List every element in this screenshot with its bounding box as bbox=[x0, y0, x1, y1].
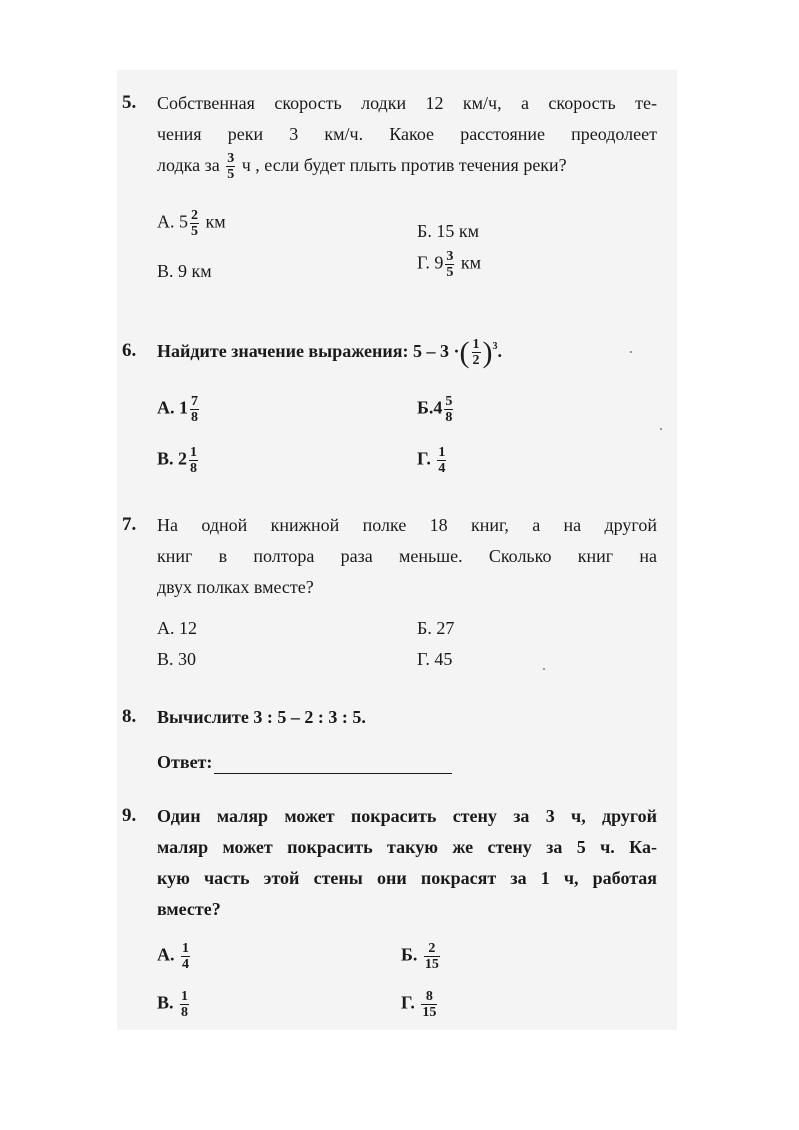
worksheet-page bbox=[117, 70, 677, 1030]
question-line: двух полках вместе? bbox=[157, 577, 314, 597]
option-b: Б. 15 км bbox=[417, 221, 479, 241]
option-a: А. $\frac{1}{4}$ bbox=[157, 941, 189, 972]
question-line: кую часть этой стены они покрасят за 1 ч, работая bbox=[157, 868, 657, 888]
fraction: $\frac{1}{8}$ bbox=[181, 989, 189, 1020]
task-question bbox=[157, 702, 657, 733]
scan-speck bbox=[660, 428, 662, 430]
option-a: А. 12 bbox=[157, 618, 197, 638]
question-text: Найдите значение выражения: bbox=[157, 341, 409, 361]
option-c: В. $\frac{1}{8}$ bbox=[157, 989, 189, 1020]
task-number: 7. bbox=[122, 514, 137, 535]
answer-line bbox=[157, 750, 452, 774]
period: . bbox=[497, 341, 503, 361]
question-line: Вычислите 3 : 5 – 2 : 3 : 5. bbox=[157, 707, 366, 727]
option-a: А. 5 $\frac{2}{5}$ км bbox=[157, 208, 226, 239]
fraction: $\frac{5}{8}$ bbox=[445, 394, 453, 425]
fraction: $\frac{1}{4}$ bbox=[182, 941, 189, 972]
fraction: $\frac{1}{2}$ bbox=[472, 337, 480, 369]
fraction: $\frac{1}{8}$ bbox=[190, 445, 198, 476]
exponent: 3 bbox=[492, 341, 498, 352]
option-d: Г. 9 $\frac{3}{5}$ км bbox=[417, 249, 482, 280]
task-question bbox=[157, 332, 657, 370]
option-d: Г. $\frac{1}{4}$ bbox=[417, 445, 446, 476]
task-question bbox=[157, 88, 657, 182]
paren-close: ) bbox=[482, 335, 493, 369]
question-line: чения реки 3 км/ч. Какое расстояние преодолеет bbox=[157, 124, 657, 144]
question-line bbox=[157, 150, 657, 182]
question-line: книг в полтора раза меньше. Сколько книг на bbox=[157, 546, 657, 566]
fraction: $\frac{8}{15}$ bbox=[422, 989, 437, 1020]
scan-speck bbox=[543, 668, 545, 670]
question-line: вместе? bbox=[157, 899, 221, 919]
option-c: В. 30 bbox=[157, 649, 197, 669]
option-c: В. 2 $\frac{1}{8}$ bbox=[157, 445, 198, 476]
fraction: $\frac{3}{5}$ bbox=[227, 151, 235, 183]
task-question bbox=[157, 510, 657, 603]
option-d: Г. $\frac{8}{15}$ bbox=[401, 989, 437, 1020]
question-line: маляр может покрасить такую же стену за 5 ч. Ка- bbox=[157, 837, 657, 857]
fraction: $\frac{7}{8}$ bbox=[191, 394, 198, 425]
paren-open: ( bbox=[459, 335, 470, 369]
question-line: Один маляр может покрасить стену за 3 ч, другой bbox=[157, 806, 657, 826]
answer-label: Ответ: bbox=[157, 752, 213, 772]
fraction: $\frac{1}{4}$ bbox=[438, 445, 446, 476]
unit-text: ч bbox=[241, 155, 251, 175]
scan-speck bbox=[630, 351, 632, 353]
option-d: Г. 45 bbox=[417, 649, 453, 669]
question-line bbox=[157, 332, 657, 370]
task-number: 9. bbox=[122, 805, 137, 826]
question-text: лодка за bbox=[157, 155, 220, 175]
task-number: 8. bbox=[122, 706, 137, 727]
question-line: На одной книжной полке 18 книг, а на другой bbox=[157, 515, 657, 535]
fraction: $\frac{2}{5}$ bbox=[191, 208, 198, 239]
task-number: 5. bbox=[122, 92, 137, 113]
task-number: 6. bbox=[122, 340, 137, 361]
answer-blank[interactable] bbox=[214, 755, 452, 774]
fraction: $\frac{2}{15}$ bbox=[424, 941, 439, 972]
task-question bbox=[157, 801, 657, 925]
option-c: В. 9 км bbox=[157, 261, 212, 281]
option-b: Б. 27 bbox=[417, 618, 455, 638]
question-text: , если будет плыть против течения реки? bbox=[255, 155, 567, 175]
option-b: Б.4 $\frac{5}{8}$ bbox=[417, 394, 453, 425]
option-b: Б. $\frac{2}{15}$ bbox=[401, 941, 439, 972]
question-line: Собственная скорость лодки 12 км/ч, а скорость те- bbox=[157, 93, 657, 113]
fraction: $\frac{3}{5}$ bbox=[446, 249, 454, 280]
option-a: А. 1 $\frac{7}{8}$ bbox=[157, 394, 198, 425]
expression: 5 – 3 · bbox=[413, 341, 460, 361]
